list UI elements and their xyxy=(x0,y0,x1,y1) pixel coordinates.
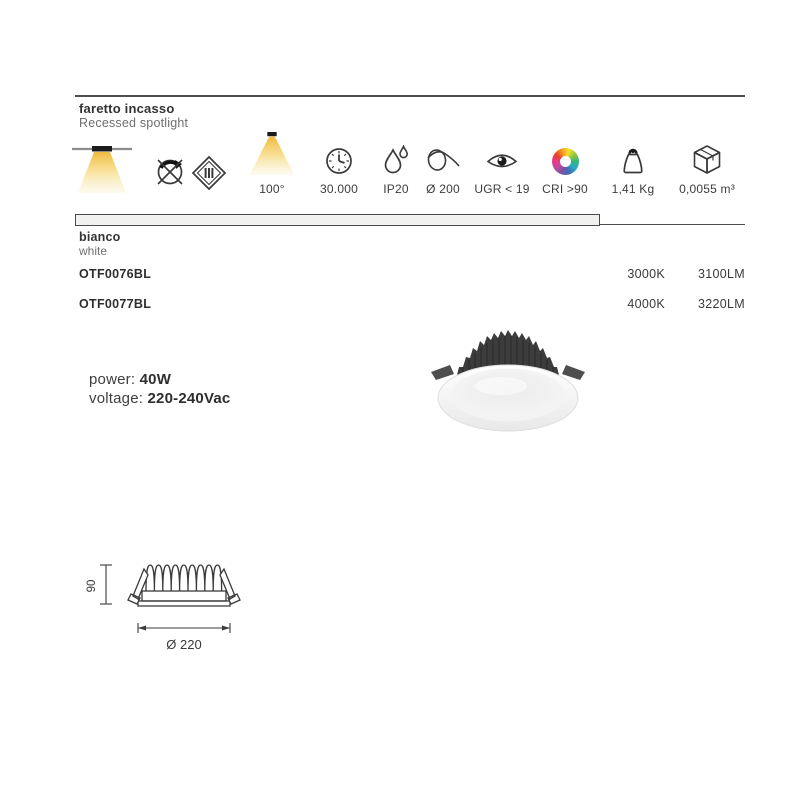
icon-label: CRI >90 xyxy=(542,182,588,196)
icon-label: UGR < 19 xyxy=(474,182,530,196)
top-divider xyxy=(75,95,745,97)
lifetime-clock-icon xyxy=(325,147,353,175)
power-value: 40W xyxy=(139,371,172,388)
product-color-temp: 4000K xyxy=(627,297,665,311)
page-title: faretto incasso xyxy=(79,101,175,116)
icon-label: 30.000 xyxy=(320,182,358,196)
no-dim-icon xyxy=(153,155,187,189)
cri-color-wheel-icon xyxy=(552,148,579,175)
product-code: OTF0077BL xyxy=(79,297,152,311)
product-code: OTF0076BL xyxy=(79,267,152,281)
icon-label: IP20 xyxy=(383,182,409,196)
ugr-eye-icon xyxy=(486,152,518,171)
cutout-hole-icon xyxy=(424,147,462,175)
weight-icon xyxy=(618,146,648,175)
page-subtitle: Recessed spotlight xyxy=(79,116,189,130)
finish-name-it: bianco xyxy=(79,230,121,244)
height-dimension xyxy=(100,565,112,604)
height-dim-label: 90 xyxy=(86,579,98,593)
icon-label: Ø 200 xyxy=(426,182,460,196)
icon-label: 1,41 Kg xyxy=(611,182,655,196)
icon-label: 0,0055 m³ xyxy=(679,182,735,196)
ip-rating-drops-icon xyxy=(381,145,411,175)
swatch-extension-line xyxy=(600,224,745,226)
product-lumen: 3220LM xyxy=(698,297,745,311)
icon-cell-ugr xyxy=(467,132,537,196)
voltage-spec xyxy=(89,390,230,407)
drawing-body xyxy=(142,591,226,601)
dimension-drawing xyxy=(80,548,260,660)
voltage-label: voltage: xyxy=(89,390,144,407)
clip-right xyxy=(562,365,585,380)
beam-angle-icon xyxy=(244,132,300,175)
finish-swatch-bianco xyxy=(75,214,600,226)
product-row xyxy=(0,267,810,283)
lens-highlight xyxy=(475,377,527,395)
power-label: power: xyxy=(89,371,136,388)
product-lumen: 3100LM xyxy=(698,267,745,281)
icon-cell-volume xyxy=(672,132,742,196)
power-spec xyxy=(89,371,171,388)
product-color-temp: 3000K xyxy=(627,267,665,281)
class-iii-icon xyxy=(191,155,227,191)
diameter-dim-label: Ø 220 xyxy=(166,637,202,652)
drawing-clip-left xyxy=(128,569,148,604)
drawing-clip-right xyxy=(220,569,240,604)
finish-name-en: white xyxy=(79,244,108,258)
icon-cell-cri xyxy=(530,132,600,196)
voltage-value: 220-240Vac xyxy=(147,390,231,407)
diameter-dimension xyxy=(138,623,230,633)
icon-cell-beam-angle xyxy=(237,132,307,196)
icon-label: 100° xyxy=(259,182,285,196)
clip-left xyxy=(431,365,454,380)
drawing-fins xyxy=(146,565,222,591)
icon-cell-weight xyxy=(598,132,668,196)
product-row xyxy=(0,297,810,313)
volume-box-icon xyxy=(691,144,723,175)
dim-arrow-left xyxy=(138,626,146,631)
drawing-lip xyxy=(138,601,230,606)
recessed-spotlight-beam-icon xyxy=(70,141,134,193)
product-photo-downlight xyxy=(423,308,593,436)
dim-arrow-right xyxy=(222,626,230,631)
